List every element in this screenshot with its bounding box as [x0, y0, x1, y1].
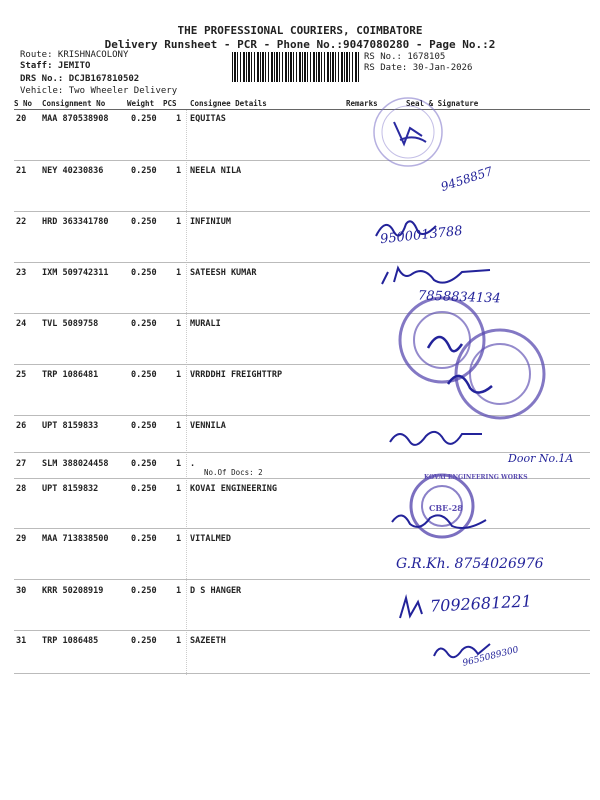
col-consignee: Consignee Details	[190, 99, 267, 108]
row-pcs: 1	[176, 636, 182, 646]
row22-handwritten-phone: 9500013788	[379, 223, 464, 248]
col-divider	[186, 110, 187, 675]
row-consignee: D S HANGER	[190, 586, 242, 596]
row-consignment: MAA 713838500	[42, 534, 109, 544]
row23-signature	[378, 262, 498, 292]
row-consignment: MAA 870538908	[42, 114, 109, 124]
row-pcs: 1	[176, 166, 182, 176]
row-consignee: VRRDDHI FREIGHTTRP	[190, 370, 283, 380]
row20-stamp-signature	[364, 92, 452, 172]
row-weight: 0.250	[131, 534, 157, 544]
row-weight: 0.250	[131, 586, 157, 596]
row-sno: 31	[16, 636, 27, 646]
company-title: THE PROFESSIONAL COURIERS, COIMBATORE	[177, 24, 423, 37]
row-consignee: MURALI	[190, 319, 221, 329]
row-sno: 25	[16, 370, 27, 380]
row-weight: 0.250	[131, 217, 157, 227]
col-remarks: Remarks	[346, 99, 378, 108]
row-consignment: TRP 1086485	[42, 636, 99, 646]
row-weight: 0.250	[131, 166, 157, 176]
row-sno: 26	[16, 421, 27, 431]
row-divider	[14, 630, 590, 631]
row28-stamp-text: KOVAI ENGINEERING WORKS	[424, 474, 528, 481]
row-divider	[14, 528, 590, 529]
row-sno: 27	[16, 459, 27, 469]
header-divider	[14, 109, 590, 110]
row-consignee: SAZEETH	[190, 636, 226, 646]
row28-stamp-center: CBE-28	[429, 503, 463, 513]
row-consignee: NEELA NILA	[190, 166, 242, 176]
row-pcs: 1	[176, 114, 182, 124]
row-consignment: KRR 50208919	[42, 586, 104, 596]
row-consignee: .	[190, 459, 196, 469]
row-sno: 21	[16, 166, 27, 176]
staff-label: Staff: JEMITO	[20, 61, 91, 71]
row-pcs: 1	[176, 534, 182, 544]
row-sno: 20	[16, 114, 27, 124]
runsheet-subtitle: Delivery Runsheet - PCR - Phone No.:9047080280 - Page No.:2	[104, 38, 496, 51]
row-weight: 0.250	[131, 114, 157, 124]
row-sno: 30	[16, 586, 27, 596]
row-divider	[14, 579, 590, 580]
rs-date: RS Date: 30-Jan-2026	[364, 63, 473, 73]
row-weight: 0.250	[131, 484, 157, 494]
drs-barcode	[232, 52, 360, 82]
row23-handwritten-phone: 7858834134	[417, 288, 501, 307]
row-pcs: 1	[176, 370, 182, 380]
row-consignment: UPT 8159832	[42, 484, 99, 494]
rs-number: RS No.: 1678105	[364, 52, 446, 62]
row26-signature	[386, 420, 486, 454]
row-sno: 29	[16, 534, 27, 544]
row-sno: 22	[16, 217, 27, 227]
row-consignee: VITALMED	[190, 534, 231, 544]
row27-handwritten-note: Door No.1A	[508, 452, 574, 465]
row-consignment: IXM 509742311	[42, 268, 109, 278]
row-pcs: 1	[176, 586, 182, 596]
row30-handwritten-phone: 7092681221	[429, 591, 533, 616]
row-sno: 23	[16, 268, 27, 278]
row24-25-company-stamps	[392, 292, 552, 422]
row-consignment: HRD 363341780	[42, 217, 109, 227]
row-weight: 0.250	[131, 636, 157, 646]
col-seal: Seal & Signature	[406, 99, 479, 108]
row-docs-count: No.Of Docs: 2	[204, 468, 263, 477]
row-divider	[14, 452, 590, 453]
row-weight: 0.250	[131, 459, 157, 469]
col-consignment: Consignment No	[42, 99, 106, 108]
row-consignee: SATEESH KUMAR	[190, 268, 257, 278]
row-consignment: TRP 1086481	[42, 370, 99, 380]
row-sno: 28	[16, 484, 27, 494]
row-consignment: NEY 40230836	[42, 166, 104, 176]
row-pcs: 1	[176, 268, 182, 278]
drs-label: DRS No.: DCJB167810502	[20, 74, 140, 84]
vehicle-label: Vehicle: Two Wheeler Delivery	[20, 86, 178, 96]
col-sno: S No	[14, 99, 33, 108]
row-weight: 0.250	[131, 421, 157, 431]
row-pcs: 1	[176, 484, 182, 494]
row-consignment: UPT 8159833	[42, 421, 99, 431]
row-consignee: KOVAI ENGINEERING	[190, 484, 277, 494]
route-label: Route: KRISHNACOLONY	[20, 50, 129, 60]
row-pcs: 1	[176, 217, 182, 227]
row-consignee: VENNILA	[190, 421, 226, 431]
row30-signature	[396, 594, 428, 622]
row-divider	[14, 160, 590, 161]
row-consignment: TVL 5089758	[42, 319, 99, 329]
col-weight: Weight	[127, 99, 155, 108]
row-divider	[14, 262, 590, 263]
row-divider	[14, 211, 590, 212]
row-consignee: INFINIUM	[190, 217, 231, 227]
row-pcs: 1	[176, 421, 182, 431]
row-weight: 0.250	[131, 370, 157, 380]
row-sno: 24	[16, 319, 27, 329]
row-weight: 0.250	[131, 268, 157, 278]
row21-handwritten-phone: 9458857	[439, 164, 495, 194]
row-consignment: SLM 388024458	[42, 459, 109, 469]
row31-handwritten-phone: 9655089300	[461, 645, 520, 669]
row-pcs: 1	[176, 319, 182, 329]
row29-handwritten-phone: G.R.Kh. 8754026976	[396, 556, 544, 572]
row-divider	[14, 673, 590, 674]
row-pcs: 1	[176, 459, 182, 469]
col-pcs: PCS	[163, 99, 177, 108]
row-weight: 0.250	[131, 319, 157, 329]
row-consignee: EQUITAS	[190, 114, 226, 124]
